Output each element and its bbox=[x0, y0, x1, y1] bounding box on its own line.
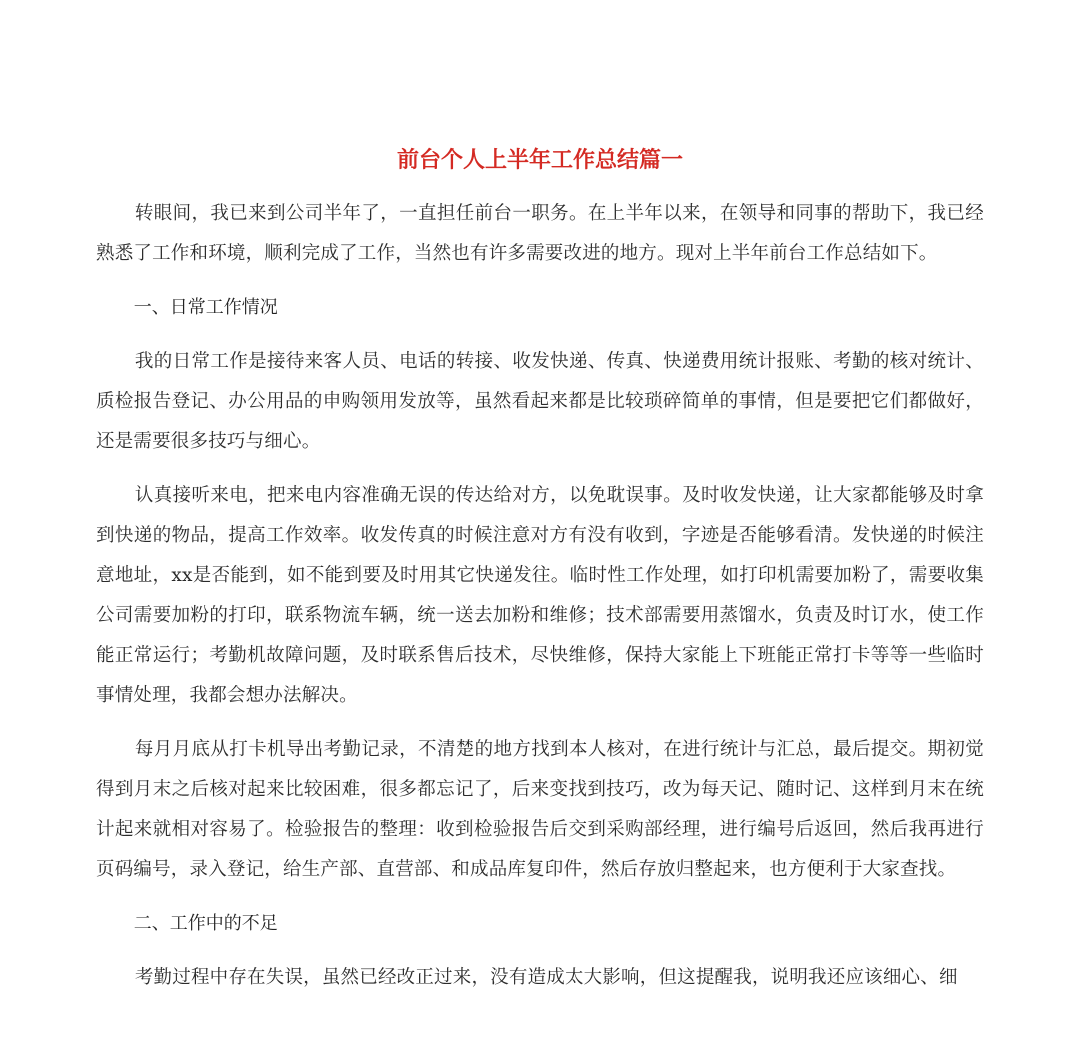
document-body bbox=[96, 194, 984, 1012]
intro-paragraph: 转眼间，我已来到公司半年了，一直担任前台一职务。在上半年以来，在领导和同事的帮助下，我已经熟悉了工作和环境，顺利完成了工作，当然也有许多需要改进的地方。现对上半年前台工作总结如下。 bbox=[96, 203, 984, 264]
section-heading-shortcomings: 二、工作中的不足 bbox=[133, 913, 278, 934]
daily-work-paragraph-3: 每月月底从打卡机导出考勤记录，不清楚的地方找到本人核对，在进行统计与汇总，最后提交。期初觉得到月末之后核对起来比较困难，很多都忘记了，后来变找到技巧，改为每天记、随时记、这样到月末在统计起来就相对容易了。检验报告的整理：收到检验报告后交到采购部经理，进行编号后返回，然后我再进行页码编号，录入登记，给生产部、直营部、和成品库复印件，然后存放归整起来，也方便利于大家查找。 bbox=[96, 739, 984, 880]
daily-work-paragraph-2: 认真接听来电，把来电内容准确无误的传达给对方，以免耽误事。及时收发快递，让大家都能够及时拿到快递的物品，提高工作效率。收发传真的时候注意对方有没有收到，字迹是否能够看清。发快递的时候注意地址，xx是否能到，如不能到要及时用其它快递发往。临时性工作处理，如打印机需要加粉了，需要收集公司需要加粉的打印，联系物流车辆，统一送去加粉和维修；技术部需要用蒸馏水，负责及时订水，使工作能正常运行；考勤机故障问题，及时联系售后技术，尽快维修，保持大家能上下班能正常打卡等等一些临时事情处理，我都会想办法解决。 bbox=[96, 485, 984, 706]
daily-work-paragraph-1: 我的日常工作是接待来客人员、电话的转接、收发快递、传真、快递费用统计报账、考勤的核对统计、质检报告登记、办公用品的申购领用发放等，虽然看起来都是比较琐碎简单的事情，但是要把它们都做好，还是需要很多技巧与细心。 bbox=[96, 351, 984, 452]
section-heading-daily-work: 一、日常工作情况 bbox=[133, 297, 278, 318]
shortcomings-paragraph-1: 考勤过程中存在失误，虽然已经改正过来，没有造成太大影响，但这提醒我，说明我还应该细心、细 bbox=[134, 967, 958, 988]
document-title: 前台个人上半年工作总结篇一 bbox=[396, 148, 683, 173]
